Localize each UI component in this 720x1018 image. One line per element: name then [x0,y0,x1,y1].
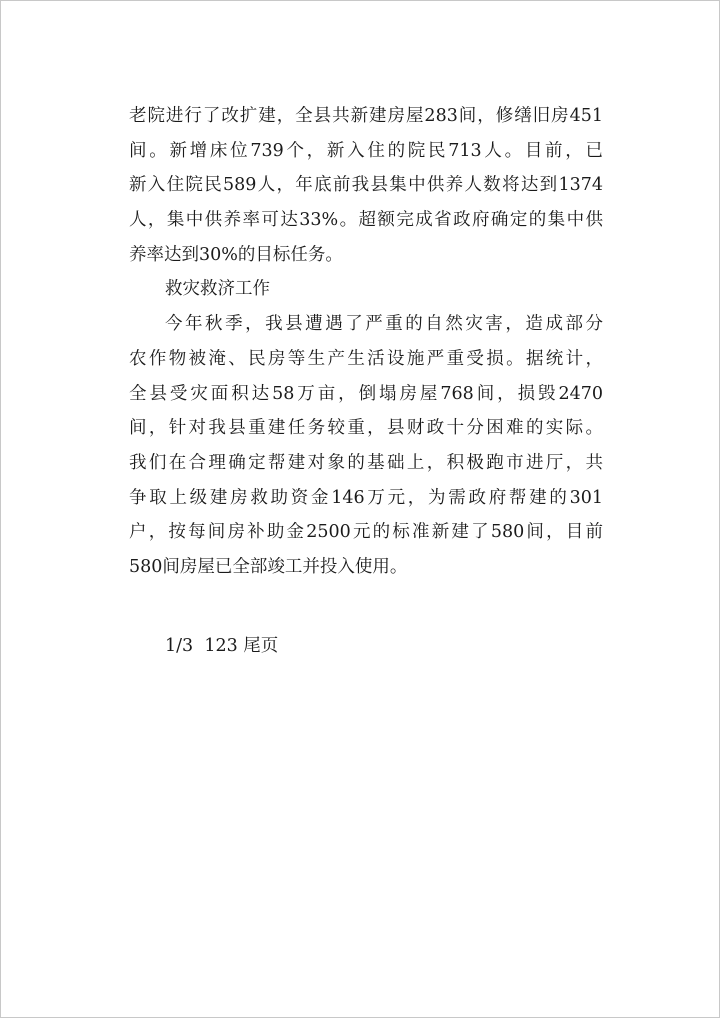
body-line: 全县受灾面积达58万亩，倒塌房屋768间，损毁2470 [129,383,603,404]
body-line: 户，按每间房补助金2500元的标准新建了580间，目前 [129,522,603,543]
body-line: 争取上级建房救助资金146万元，为需政府帮建的301 [129,487,603,508]
page-number-links[interactable]: 123 [204,636,238,656]
page-indicator: 1/3 [165,636,194,656]
last-page-link[interactable]: 尾页 [243,636,279,656]
body-line: 农作物被淹、民房等生产生活设施严重受损。据统计， [129,348,603,369]
body-line: 我们在合理确定帮建对象的基础上，积极跑市进厅，共 [129,452,603,473]
body-line: 养率达到30%的目标任务。 [129,244,343,265]
body-line: 老院进行了改扩建，全县共新建房屋283间，修缮旧房451 [129,106,603,126]
body-line: 人，集中供养率可达33%。超额完成省政府确定的集中供 [129,210,603,231]
section-heading: 救灾救济工作 [165,279,270,300]
pagination [165,631,278,661]
body-line: 今年秋季，我县遭遇了严重的自然灾害，造成部分 [165,314,603,335]
body-line: 580间房屋已全部竣工并投入使用。 [129,556,408,577]
body-line: 间，针对我县重建任务较重，县财政十分困难的实际。 [129,418,603,439]
body-line: 新入住院民589人，年底前我县集中供养人数将达到1374 [129,175,603,196]
document-body [129,99,603,585]
body-line: 间。新增床位739个，新入住的院民713人。目前，已 [129,140,603,161]
